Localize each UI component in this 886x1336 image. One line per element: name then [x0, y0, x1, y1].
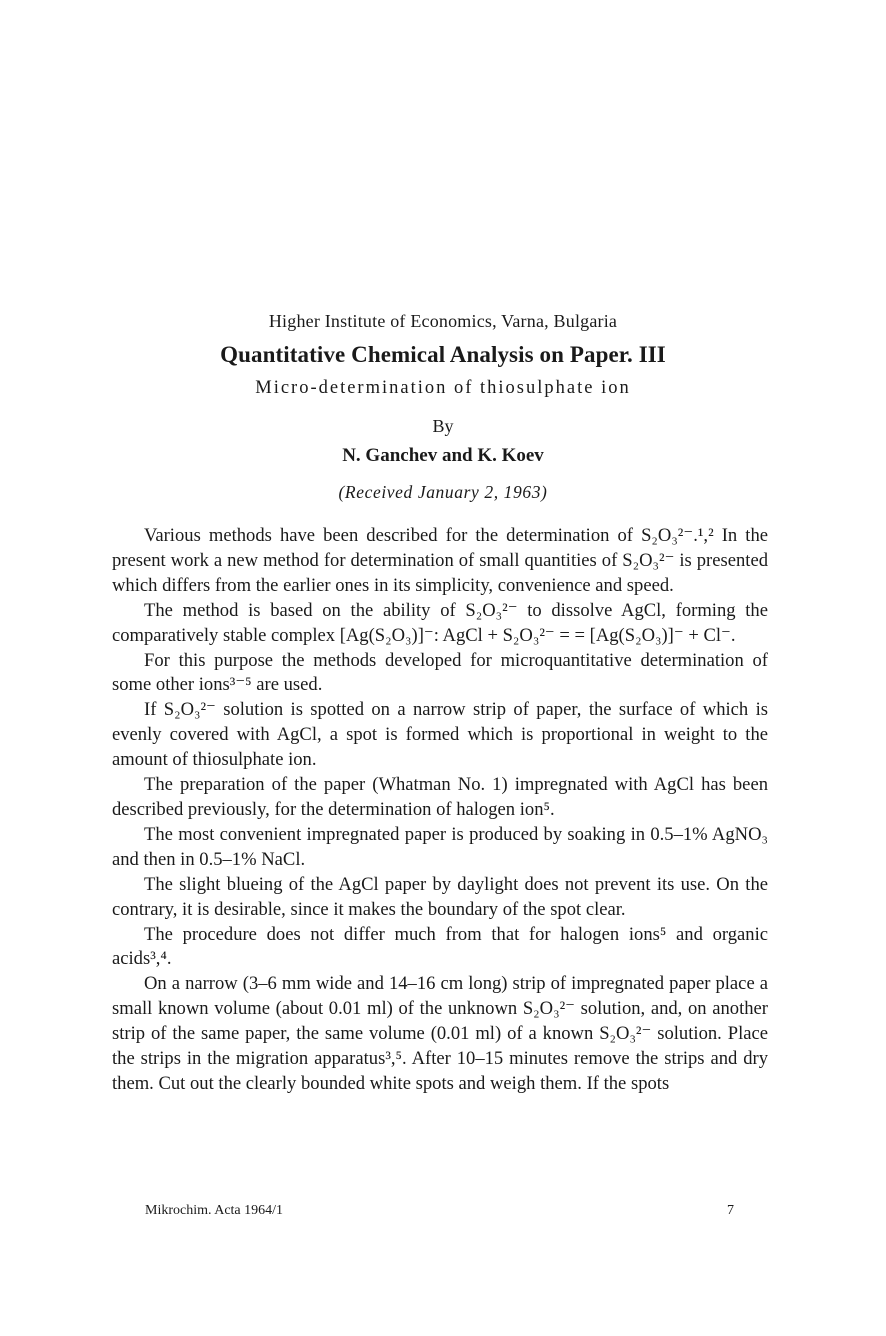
body-text: [112, 524, 768, 1097]
paragraph-4: If S₂O₃²⁻ solution is spotted on a narrow strip of paper, the surface of which is evenly covered with AgCl, a spot is formed which is proportional in weight to the amount of thiosulphate ion.: [112, 699, 768, 771]
authors: N. Ganchev and K. Koev: [342, 445, 544, 466]
affiliation: Higher Institute of Economics, Varna, Bulgaria: [268, 311, 618, 331]
paragraph-1: Various methods have been described for the determination of S₂O₃²⁻.¹,² In the present work a new method for determination of small quantities of S₂O₃²⁻ is presented which differs from the earlier ones in its simplicity, convenience and speed.: [112, 525, 768, 596]
by-line: By: [432, 416, 454, 436]
paper-subtitle: Micro-determination of thiosulphate ion: [255, 378, 631, 398]
paragraph-6: The most convenient impregnated paper is produced by soaking in 0.5–1% AgNO₃ and then in 0.5–1% NaCl.: [112, 823, 768, 870]
paragraph-5: The preparation of the paper (Whatman No. 1) impregnated with AgCl has been described previously, for the determination of halogen ion⁵.: [112, 774, 768, 820]
paragraph-3: For this purpose the methods developed for microquantitative determination of some other ions³⁻⁵ are used.: [112, 649, 768, 696]
paper-title: Quantitative Chemical Analysis on Paper. III: [220, 342, 666, 367]
received-date: (Received January 2, 1963): [338, 482, 548, 502]
paragraph-8: The procedure does not differ much from that for halogen ions⁵ and organic acids³,⁴.: [112, 923, 768, 970]
paragraph-7: The slight blueing of the AgCl paper by daylight does not prevent its use. On the contrary, it is desirable, since it makes the boundary of the spot clear.: [112, 873, 768, 920]
page-number: 7: [727, 1203, 734, 1218]
paragraph-2: The method is based on the ability of S₂O₃²⁻ to dissolve AgCl, forming the comparatively stable complex [Ag(S₂O₃)]⁻: AgCl + S₂O₃²⁻ = = [Ag(S₂O₃)]⁻ + Cl⁻.: [112, 599, 768, 646]
paragraph-9: On a narrow (3–6 mm wide and 14–16 cm long) strip of impregnated paper place a small known volume (about 0.01 ml) of the unknown S₂O₃²⁻ solution, and, on another strip of the same paper, the same volume (0.01 ml) of a known S₂O₃²⁻ solution. Place the strips in the migration apparatus³,⁵. After 10–15 minutes remove the strips and dry them. Cut out the clearly bounded white spots and weigh them. If the spots: [112, 973, 768, 1094]
journal-citation: Mikrochim. Acta 1964/1: [145, 1203, 284, 1218]
